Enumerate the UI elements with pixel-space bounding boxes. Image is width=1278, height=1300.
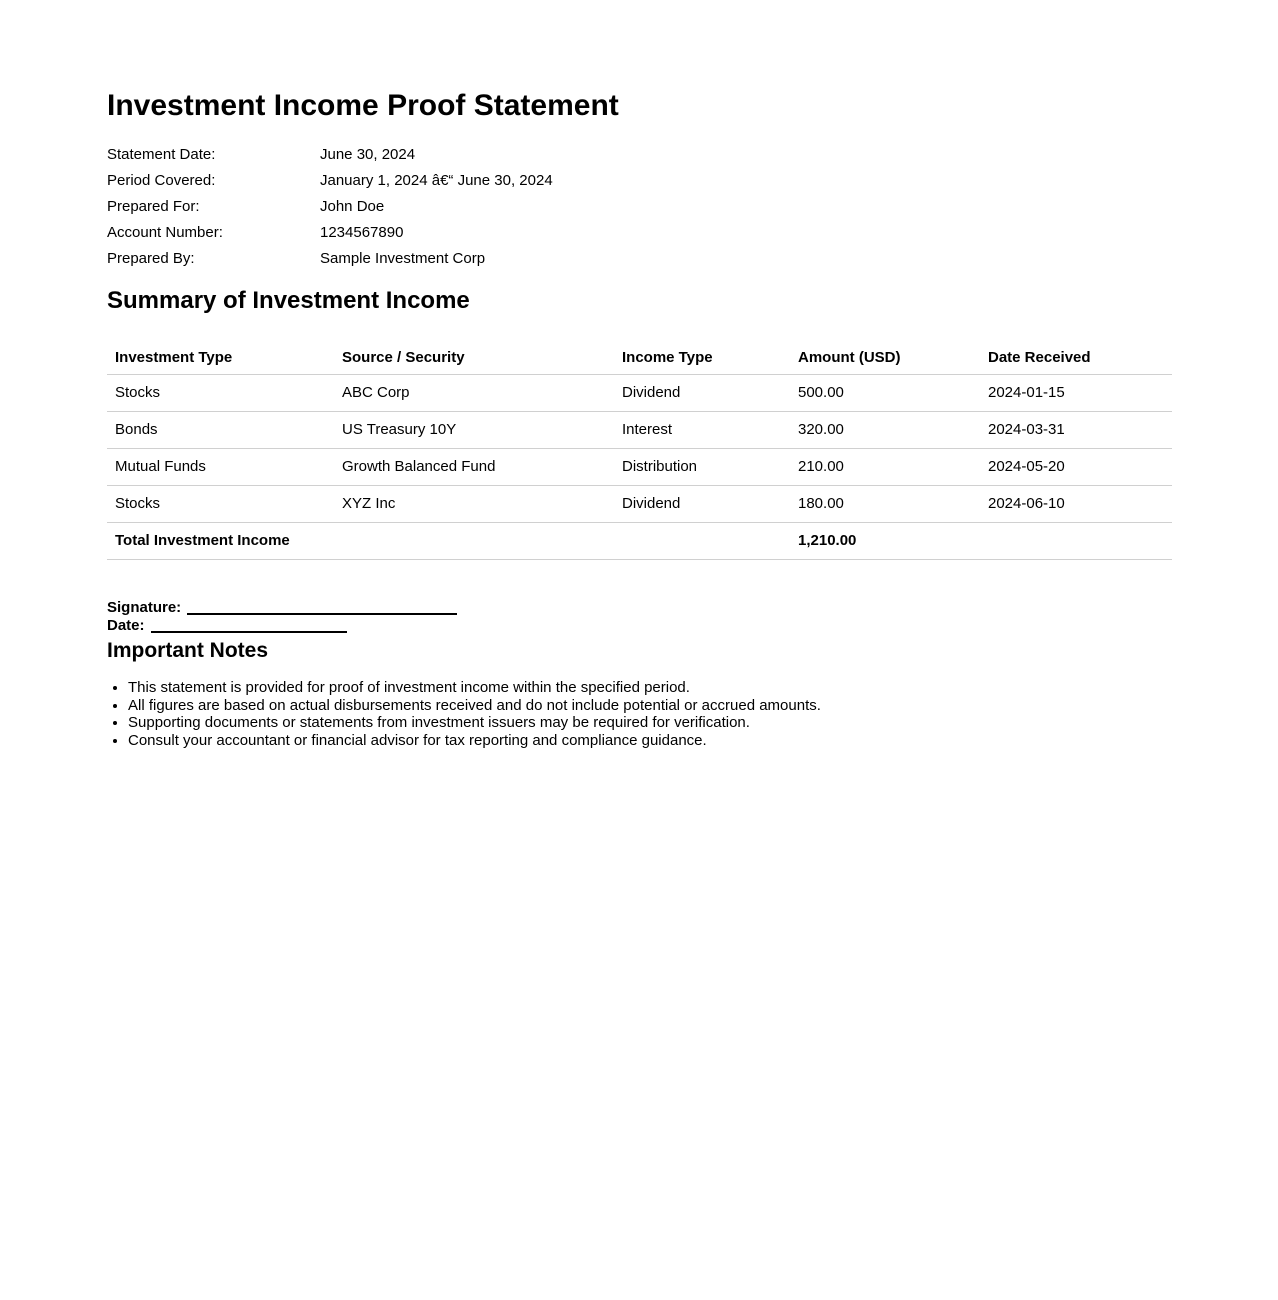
meta-value: John Doe <box>320 198 385 215</box>
meta-label: Prepared By: <box>107 250 195 267</box>
income-table <box>107 343 1172 560</box>
cell-amount: 500.00 <box>790 375 980 412</box>
date-row <box>107 617 1172 635</box>
note-item: • All figures are based on actual disbursements received and do not include potential or accrued amounts. <box>128 697 1172 715</box>
cell-investment-type: Stocks <box>107 486 334 523</box>
cell-income-type: Dividend <box>614 486 790 523</box>
meta-value: January 1, 2024 â€“ June 30, 2024 <box>320 172 553 189</box>
statement-meta <box>107 142 1172 272</box>
cell-date-received: 2024-03-31 <box>980 412 1172 449</box>
meta-value: June 30, 2024 <box>320 146 416 163</box>
page-title: Investment Income Proof Statement <box>107 89 619 122</box>
empty-cell <box>334 523 614 560</box>
meta-label: Prepared For: <box>107 198 200 215</box>
meta-row-statement-date <box>107 142 1172 168</box>
empty-cell <box>980 523 1172 560</box>
meta-label: Account Number: <box>107 224 223 241</box>
meta-row-account-number <box>107 220 1172 246</box>
cell-source-security: US Treasury 10Y <box>334 412 614 449</box>
meta-label: Statement Date: <box>107 146 216 163</box>
meta-value: 1234567890 <box>320 224 404 241</box>
total-amount: 1,210.00 <box>790 523 980 560</box>
meta-row-prepared-for <box>107 194 1172 220</box>
cell-amount: 180.00 <box>790 486 980 523</box>
table-row <box>107 486 1172 523</box>
column-header-date-received: Date Received <box>980 343 1172 375</box>
meta-label: Period Covered: <box>107 172 216 189</box>
cell-income-type: Dividend <box>614 375 790 412</box>
note-item: • Supporting documents or statements from investment issuers may be required for verification. <box>128 714 1172 732</box>
cell-source-security: XYZ Inc <box>334 486 614 523</box>
cell-investment-type: Mutual Funds <box>107 449 334 486</box>
cell-income-type: Interest <box>614 412 790 449</box>
summary-heading: Summary of Investment Income <box>107 287 470 314</box>
signature-block <box>107 599 1172 635</box>
column-header-source-security: Source / Security <box>334 343 614 375</box>
column-header-amount: Amount (USD) <box>790 343 980 375</box>
table-row <box>107 375 1172 412</box>
column-header-income-type: Income Type <box>614 343 790 375</box>
note-item: • Consult your accountant or financial advisor for tax reporting and compliance guidance. <box>128 732 1172 750</box>
meta-row-period-covered <box>107 168 1172 194</box>
table-row <box>107 412 1172 449</box>
cell-investment-type: Bonds <box>107 412 334 449</box>
notes-heading: Important Notes <box>107 639 269 662</box>
cell-date-received: 2024-05-20 <box>980 449 1172 486</box>
date-line <box>151 619 347 633</box>
notes-list <box>107 679 1172 749</box>
signature-line <box>187 601 457 615</box>
date-label: Date: <box>107 617 145 634</box>
cell-source-security: Growth Balanced Fund <box>334 449 614 486</box>
cell-date-received: 2024-06-10 <box>980 486 1172 523</box>
meta-row-prepared-by <box>107 246 1172 272</box>
signature-row <box>107 599 1172 617</box>
note-item: • This statement is provided for proof of investment income within the specified period. <box>128 679 1172 697</box>
cell-source-security: ABC Corp <box>334 375 614 412</box>
table-total-row <box>107 523 1172 560</box>
cell-income-type: Distribution <box>614 449 790 486</box>
meta-value: Sample Investment Corp <box>320 250 486 267</box>
table-header-row <box>107 343 1172 375</box>
column-header-investment-type: Investment Type <box>107 343 334 375</box>
signature-label: Signature: <box>107 599 182 616</box>
cell-amount: 320.00 <box>790 412 980 449</box>
total-label: Total Investment Income <box>107 523 334 560</box>
table-row <box>107 449 1172 486</box>
cell-amount: 210.00 <box>790 449 980 486</box>
cell-date-received: 2024-01-15 <box>980 375 1172 412</box>
cell-investment-type: Stocks <box>107 375 334 412</box>
empty-cell <box>614 523 790 560</box>
